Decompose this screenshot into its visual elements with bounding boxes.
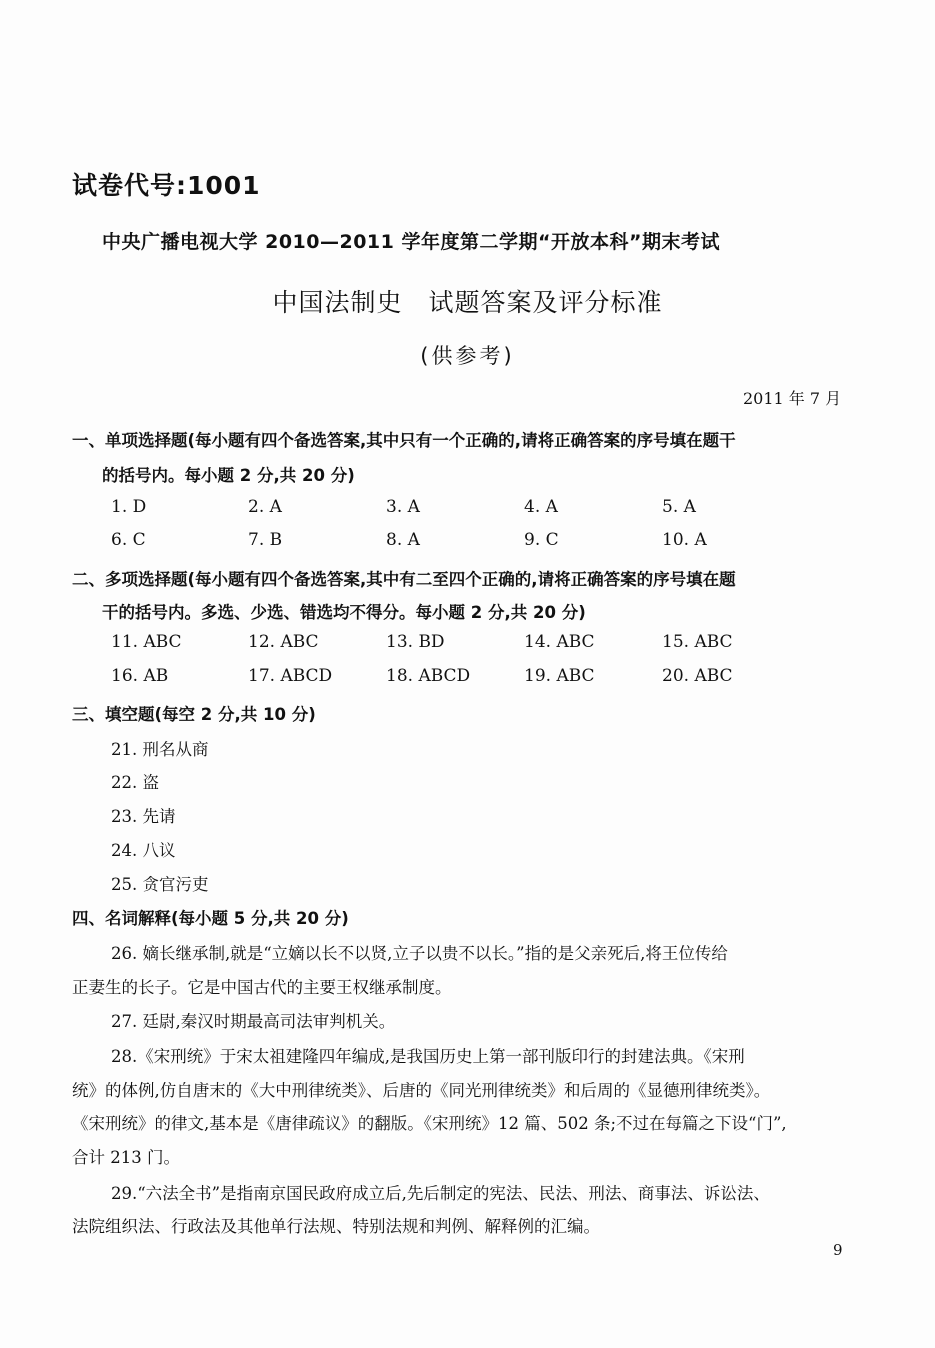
answer-2: 2. A [248,497,282,517]
fill-item-25: 25. 贪官污吏 [111,875,209,894]
answer-14: 14. ABC [524,632,595,652]
section3-heading: 三、填空题(每空 2 分,共 10 分) [72,705,316,724]
answer-7: 7. B [248,530,283,550]
answer-13: 13. BD [386,632,445,652]
answer-4: 4. A [524,497,558,517]
document-title: 中国法制史 试题答案及评分标准 [272,288,663,317]
answer-19: 19. ABC [524,666,595,686]
term-29-line2: 法院组织法、行政法及其他单行法规、特别法规和判例、解释例的汇编。 [72,1217,600,1236]
section1-heading-line2: 的括号内。每小题 2 分,共 20 分) [102,466,355,485]
fill-item-22: 22. 盗 [111,773,159,792]
answer-18: 18. ABCD [386,666,471,686]
term-26-line2: 正妻生的长子。它是中国古代的主要王权继承制度。 [72,978,452,997]
term-26-line1: 26. 嫡长继承制,就是“立嫡以长不以贤,立子以贵不以长。”指的是父亲死后,将王位传给 [111,944,728,963]
term-29-line1: 29.“六法全书”是指南京国民政府成立后,先后制定的宪法、民法、刑法、商事法、诉讼法、 [111,1184,770,1203]
answer-9: 9. C [524,530,559,550]
document-subtitle: (供参考) [420,344,515,368]
answer-11: 11. ABC [111,632,182,652]
answer-20: 20. ABC [662,666,733,686]
section1-heading-line1: 一、单项选择题(每小题有四个备选答案,其中只有一个正确的,请将正确答案的序号填在题干 [72,431,736,450]
document-date: 2011 年 7 月 [743,389,842,408]
term-28-line1: 28.《宋刑统》于宋太祖建隆四年编成,是我国历史上第一部刊版印行的封建法典。《宋刑 [111,1047,745,1066]
exam-code: 试卷代号:1001 [72,171,261,200]
fill-item-21: 21. 刑名从商 [111,740,209,759]
term-28-line2: 统》的体例,仿自唐末的《大中刑律统类》、后唐的《同光刑律统类》和后周的《显德刑律统类》。 [72,1081,771,1100]
answer-6: 6. C [111,530,146,550]
answer-8: 8. A [386,530,420,550]
answer-1: 1. D [111,497,147,517]
term-28-line3: 《宋刑统》的律文,基本是《唐律疏议》的翻版。《宋刑统》12 篇、502 条;不过在每篇之下设“门”, [72,1114,787,1133]
fill-item-23: 23. 先请 [111,807,176,826]
university-line: 中央广播电视大学 2010—2011 学年度第二学期“开放本科”期末考试 [102,231,720,253]
section2-heading-line2: 干的括号内。多选、少选、错选均不得分。每小题 2 分,共 20 分) [102,603,586,622]
answer-10: 10. A [662,530,707,550]
answer-12: 12. ABC [248,632,319,652]
answer-17: 17. ABCD [248,666,333,686]
section4-heading: 四、名词解释(每小题 5 分,共 20 分) [72,909,349,928]
answer-3: 3. A [386,497,420,517]
answer-5: 5. A [662,497,696,517]
fill-item-24: 24. 八议 [111,841,176,860]
term-27: 27. 廷尉,秦汉时期最高司法审判机关。 [111,1012,396,1031]
page-number: 9 [833,1241,843,1259]
section2-heading-line1: 二、多项选择题(每小题有四个备选答案,其中有二至四个正确的,请将正确答案的序号填在题 [72,570,736,589]
term-28-line4: 合计 213 门。 [72,1148,180,1167]
answer-16: 16. AB [111,666,169,686]
answer-15: 15. ABC [662,632,733,652]
